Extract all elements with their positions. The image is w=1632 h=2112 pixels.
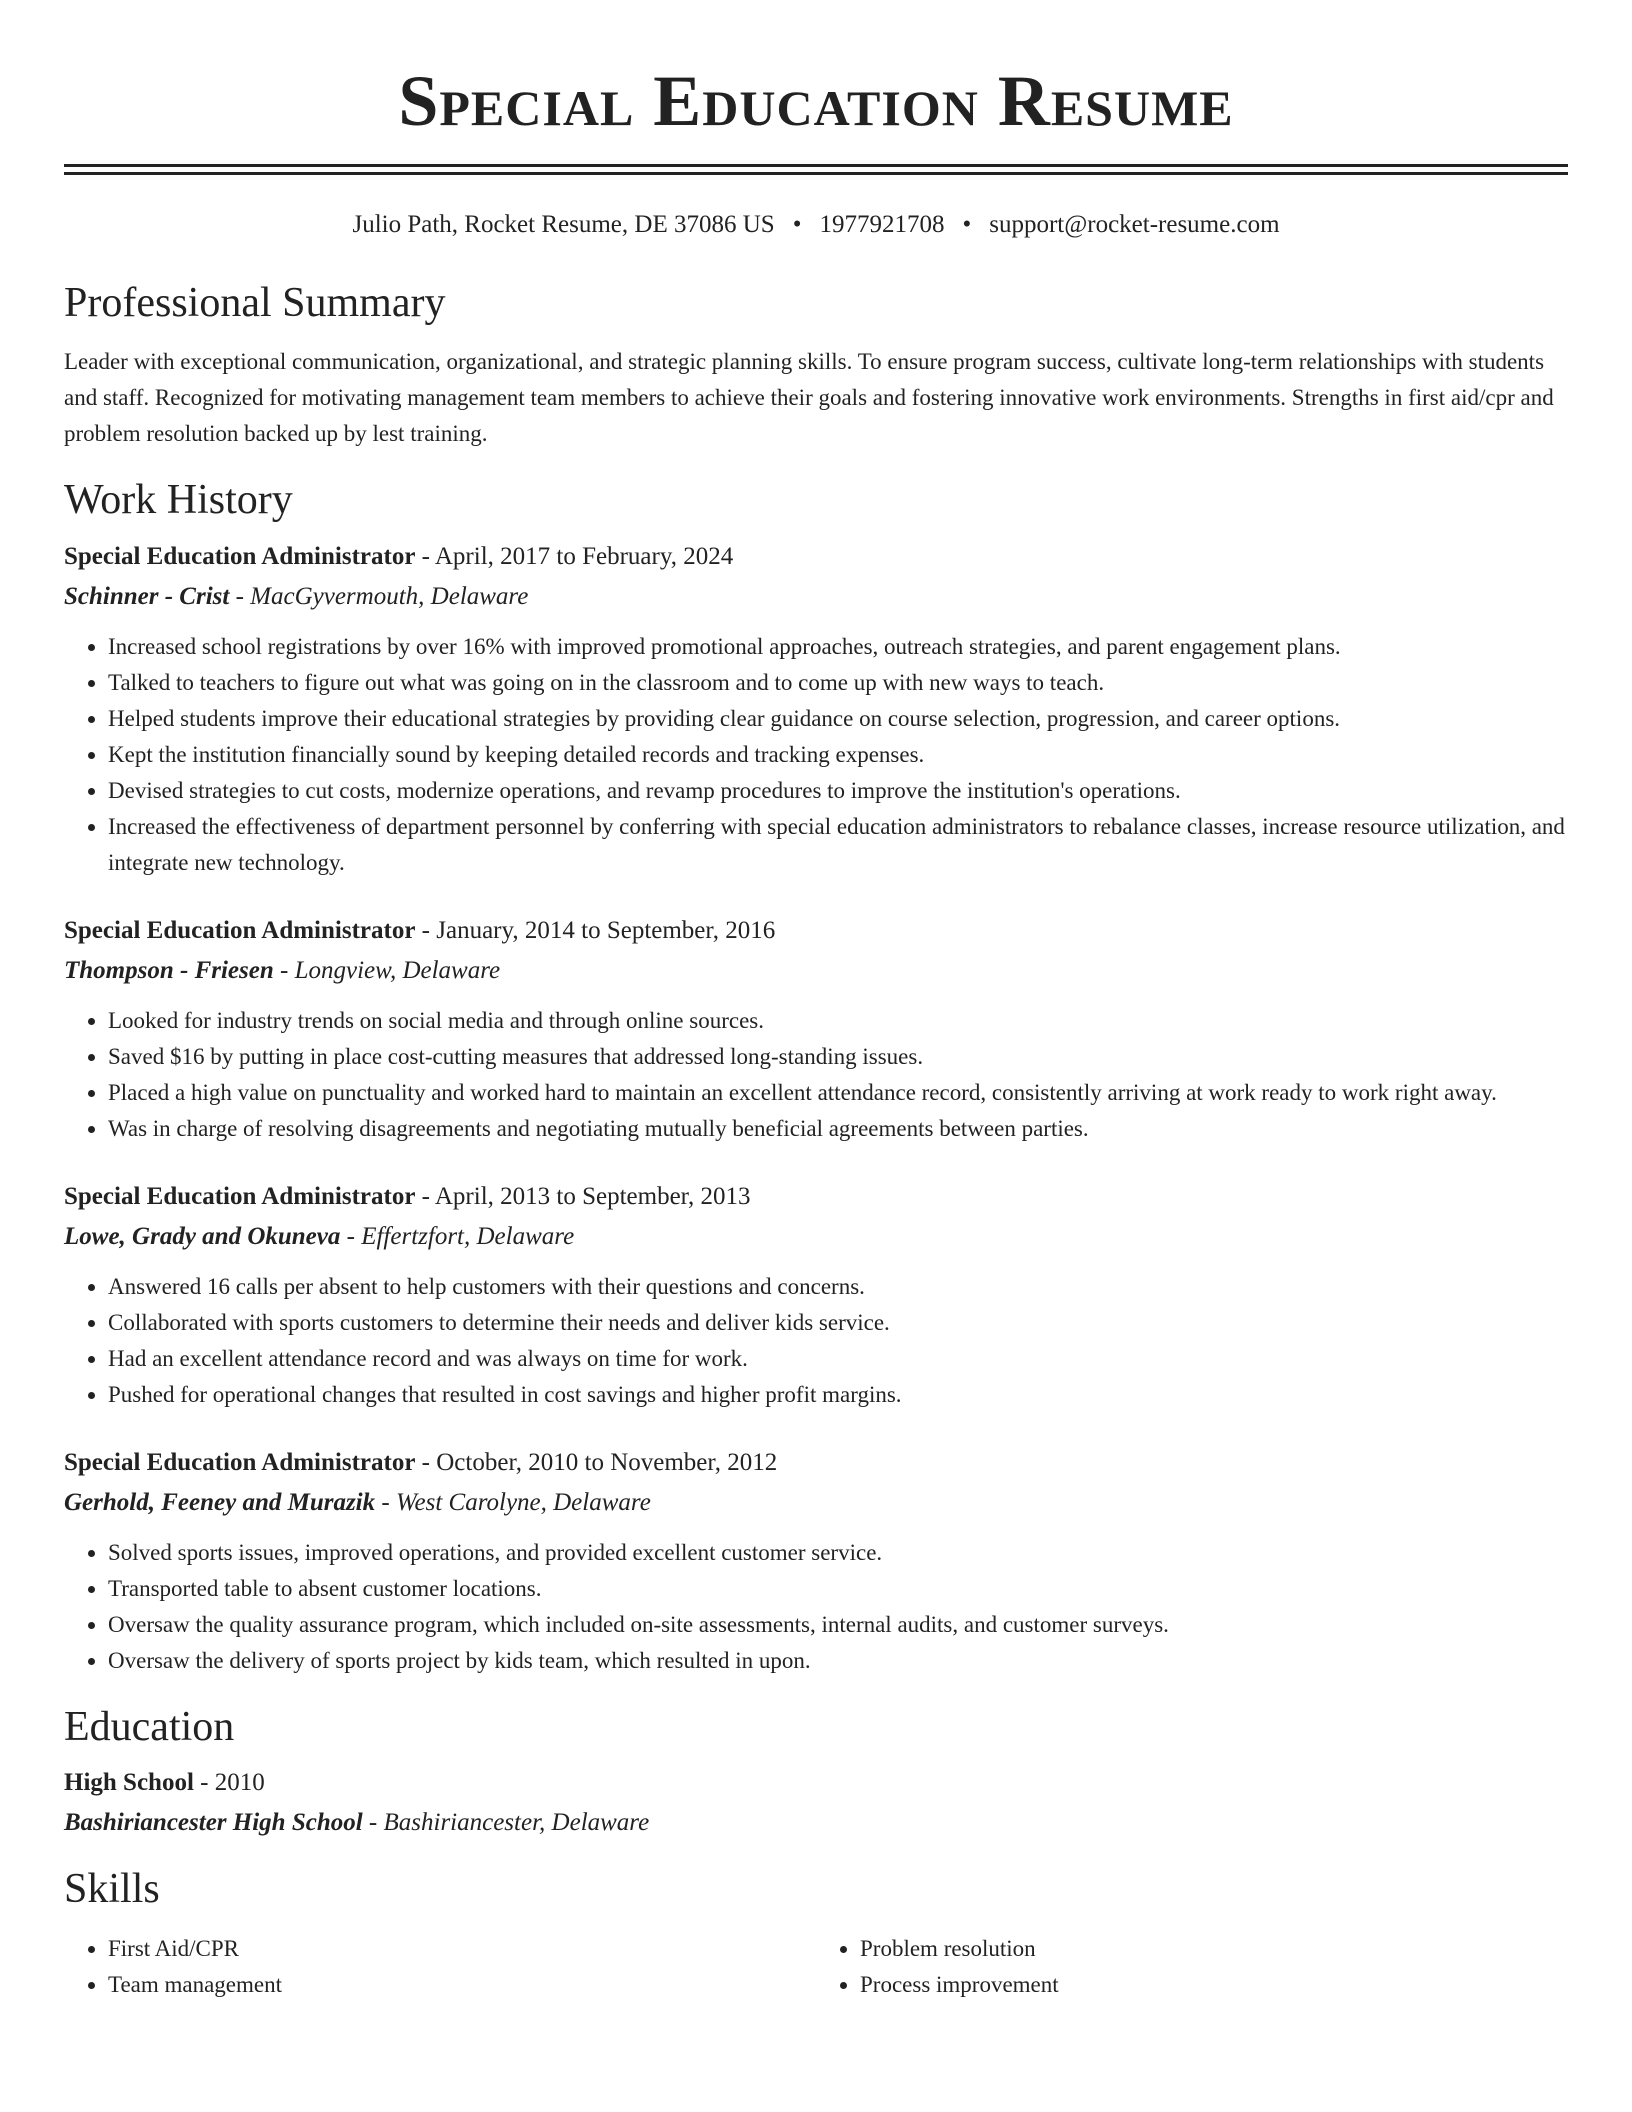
job-bullet: • Increased the effectiveness of department personnel by conferring with special education administrators to rebalance classes, increase resource utilization, and integrate new technology. <box>108 809 1568 881</box>
job-bullet: • Oversaw the quality assurance program, which included on-site assessments, internal audits, and customer surveys. <box>108 1607 1568 1643</box>
job-title: Special Education Administrator <box>64 1449 416 1476</box>
job-entry <box>64 1177 1568 1413</box>
skills-right-column <box>816 1931 1568 2003</box>
job-bullet: • Increased school registrations by over 16% with improved promotional approaches, outreach strategies, and parent engagement plans. <box>108 629 1568 665</box>
job-bullet: • Helped students improve their educational strategies by providing clear guidance on course selection, progression, and career options. <box>108 701 1568 737</box>
contact-email: support@rocket-resume.com <box>989 211 1280 238</box>
skill-item: • First Aid/CPR <box>108 1931 816 1967</box>
resume-title: Special Education Resume <box>398 61 1234 141</box>
job-company: Lowe, Grady and Okuneva <box>64 1223 341 1250</box>
education-year: - 2010 <box>193 1769 265 1796</box>
job-entry <box>64 537 1568 881</box>
education-school-line <box>64 1803 1568 1843</box>
job-company: Schinner - Crist <box>64 583 230 610</box>
job-bullet: • Devised strategies to cut costs, modernize operations, and revamp procedures to improve the institution's operations. <box>108 773 1568 809</box>
job-bullet: • Saved $16 by putting in place cost-cutting measures that addressed long-standing issues. <box>108 1039 1568 1075</box>
job-bullet: • Pushed for operational changes that resulted in cost savings and higher profit margins. <box>108 1377 1568 1413</box>
job-location: - Effertzfort, Delaware <box>340 1223 575 1250</box>
job-location: - West Carolyne, Delaware <box>375 1489 651 1516</box>
job-company-line <box>64 1217 1568 1257</box>
job-bullet: • Kept the institution financially sound by keeping detailed records and tracking expenses. <box>108 737 1568 773</box>
job-location: - MacGyvermouth, Delaware <box>229 583 529 610</box>
job-bullet: • Collaborated with sports customers to determine their needs and deliver kids service. <box>108 1305 1568 1341</box>
job-title: Special Education Administrator <box>64 917 416 944</box>
contact-phone: 1977921708 <box>819 211 945 238</box>
summary-text: Leader with exceptional communication, organizational, and strategic planning skills. To ensure program success, cultivate long-term relationships with students and staff. Recognized for motivating management team members to achieve their goals and fostering innovative work environments. Strengths in first aid/cpr and problem resolution backed up by lest training. <box>64 349 1554 446</box>
job-dates: - April, 2017 to February, 2024 <box>415 543 734 570</box>
education-school: Bashiriancester High School <box>64 1809 363 1836</box>
skill-item: • Team management <box>108 1967 816 2003</box>
education-degree-line <box>64 1763 1568 1803</box>
job-entry <box>64 1443 1568 1679</box>
contact-separator: • <box>792 211 802 238</box>
skill-item: • Process improvement <box>860 1967 1568 2003</box>
job-dates: - April, 2013 to September, 2013 <box>415 1183 751 1210</box>
job-dates: - October, 2010 to November, 2012 <box>415 1449 778 1476</box>
job-company-line <box>64 951 1568 991</box>
job-title-line <box>64 537 1568 577</box>
job-company: Gerhold, Feeney and Murazik <box>64 1489 376 1516</box>
job-bullet: • Answered 16 calls per absent to help customers with their questions and concerns. <box>108 1269 1568 1305</box>
job-dates: - January, 2014 to September, 2016 <box>415 917 776 944</box>
contact-line <box>64 209 1568 241</box>
contact-separator: • <box>962 211 972 238</box>
job-title-line <box>64 911 1568 951</box>
job-bullet: • Had an excellent attendance record and was always on time for work. <box>108 1341 1568 1377</box>
job-bullet: • Transported table to absent customer locations. <box>108 1571 1568 1607</box>
job-bullet: • Looked for industry trends on social media and through online sources. <box>108 1003 1568 1039</box>
summary-heading: Professional Summary <box>64 280 446 326</box>
education-entry <box>64 1763 1568 1843</box>
job-bullets <box>64 1535 1568 1679</box>
job-title: Special Education Administrator <box>64 543 416 570</box>
job-title-line <box>64 1177 1568 1217</box>
job-company-line <box>64 1483 1568 1523</box>
job-title-line <box>64 1443 1568 1483</box>
job-title: Special Education Administrator <box>64 1183 416 1210</box>
job-location: - Longview, Delaware <box>273 957 501 984</box>
contact-address: Julio Path, Rocket Resume, DE 37086 US <box>352 211 775 238</box>
skill-item: • Problem resolution <box>860 1931 1568 1967</box>
job-bullet: • Oversaw the delivery of sports project by kids team, which resulted in upon. <box>108 1643 1568 1679</box>
education-location: - Bashiriancester, Delaware <box>362 1809 650 1836</box>
job-company: Thompson - Friesen <box>64 957 274 984</box>
skills-left-column <box>64 1931 816 2003</box>
job-bullet: • Was in charge of resolving disagreements and negotiating mutually beneficial agreements between parties. <box>108 1111 1568 1147</box>
work-history-heading: Work History <box>64 477 293 523</box>
skills-columns <box>64 1931 1568 2003</box>
job-bullets <box>64 1269 1568 1413</box>
job-bullet: • Placed a high value on punctuality and worked hard to maintain an excellent attendance record, consistently arriving at work ready to work right away. <box>108 1075 1568 1111</box>
skills-heading: Skills <box>64 1866 160 1912</box>
education-heading: Education <box>64 1704 235 1750</box>
job-bullet: • Talked to teachers to figure out what was going on in the classroom and to come up with new ways to teach. <box>108 665 1568 701</box>
job-bullets <box>64 1003 1568 1147</box>
job-bullet: • Solved sports issues, improved operations, and provided excellent customer service. <box>108 1535 1568 1571</box>
job-entry <box>64 911 1568 1147</box>
title-double-rule <box>64 164 1568 175</box>
education-degree: High School <box>64 1769 194 1796</box>
job-bullets <box>64 629 1568 881</box>
job-company-line <box>64 577 1568 617</box>
